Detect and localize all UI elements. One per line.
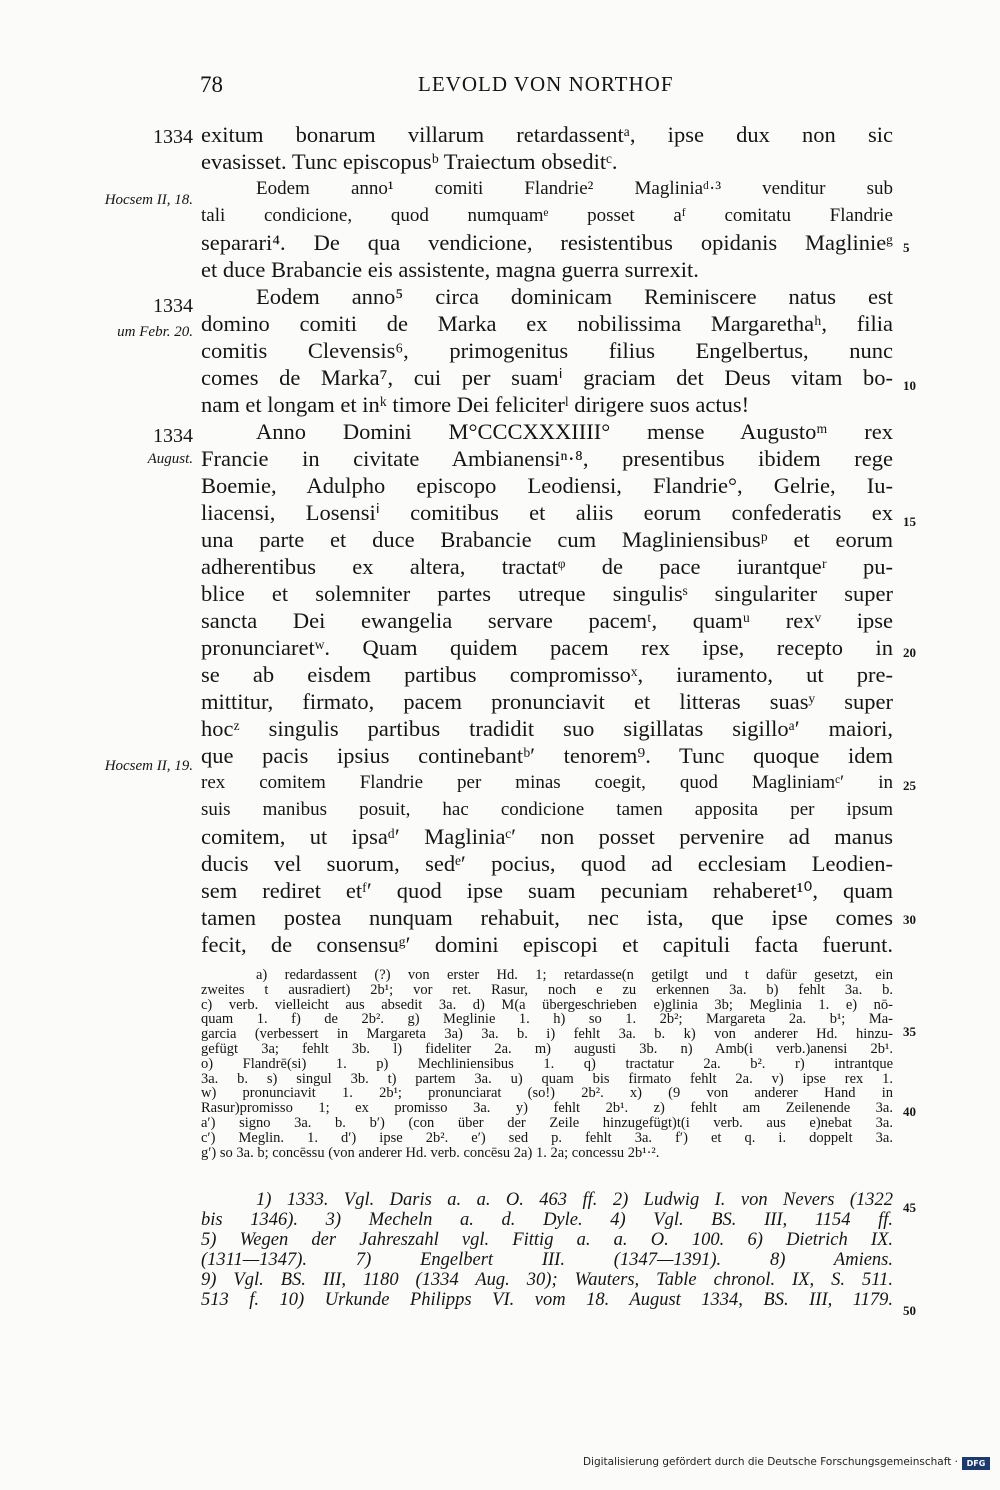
text-line: nam et longam et inᵏ timore Dei feliciterˡ dirigere suos actus! (201, 392, 750, 417)
text-line: et duce Brabancie eis assistente, magna guerra surrexit. (201, 257, 699, 282)
text-line: adherentibus ex altera, tractatᵠ de pace iurantqueʳ pu- (201, 554, 893, 579)
line-number: 25 (903, 778, 916, 793)
apparatus-line: Rasur)promisso 1; ex promisso 3a. y) fehlt 2b¹. z) fehlt am Zeilenende 3a. (201, 1100, 893, 1117)
footnote-line: 9) Vgl. BS. III, 1180 (1334 Aug. 30); Wauters, Table chronol. IX, S. 511. (201, 1270, 893, 1290)
margin-reference: um Febr. 20. (117, 324, 193, 340)
text-line: liacensi, Losensiⁱ comitibus et aliis eorum confederatis ex (201, 500, 893, 525)
margin-reference: Hocsem II, 19. (104, 758, 193, 774)
text-line: tali condicione, quod numquamᵉ posset aᶠ comitatu Flandrie (201, 205, 893, 226)
main-text (201, 121, 893, 958)
margin-reference: August. (147, 451, 193, 467)
apparatus-line: gefügt 3a; fehlt 3b. l) fideliter 2a. m) augusti 3b. n) Amb(i verb.)anensi 2b¹. (201, 1040, 893, 1057)
footnote-line: 1) 1333. Vgl. Daris a. a. O. 463 ff. 2) Ludwig I. von Nevers (1322 (256, 1190, 893, 1210)
apparatus-line: zweites t ausradiert) 2b¹; vor ret. Rasur, noch e zu erkennen 3a. b) fehlt 3a. b. (201, 981, 893, 998)
text-line: Anno Domini M°CCCXXXIIII° mense Augustoᵐ rex (256, 419, 893, 444)
text-line: Francie in civitate Ambianensiⁿ·⁸, presentibus ibidem rege (201, 446, 893, 471)
page-number: 78 (200, 72, 223, 97)
text-line: comes de Marka⁷, cui per suamⁱ graciam det Deus vitam bo- (201, 365, 893, 390)
line-number: 15 (903, 514, 916, 529)
text-line: una parte et duce Brabancie cum Magliniensibusᵖ et eorum (201, 527, 893, 552)
footnote-line: (1311—1347). 7) Engelbert III. (1347—1391). 8) Amiens. (201, 1250, 893, 1270)
apparatus-line: c) verb. vielleicht aus absedit 3a. d) M(a übergeschrieben e)glinia 3b; Meglinia 1. e) nō- (201, 996, 893, 1013)
text-line: sem rediret etᶠ′ quod ipse suam pecuniam rehaberet¹⁰, quam (201, 878, 893, 903)
line-number: 20 (903, 645, 916, 660)
text-line: ducis vel suorum, sedᵉ′ pocius, quod ad ecclesiam Leodien- (201, 851, 893, 876)
footnote-line: 513 f. 10) Urkunde Philipps VI. vom 18. August 1334, BS. III, 1179. (201, 1290, 893, 1310)
dfg-logo-icon: DFG (962, 1457, 990, 1470)
text-line: comitis Clevensis⁶, primogenitus filius Engelbertus, nunc (201, 338, 893, 363)
text-line: exitum bonarum villarum retardassentᵃ, ipse dux non sic (201, 122, 893, 147)
text-line: se ab eisdem partibus compromissoˣ, iuramento, ut pre- (201, 662, 893, 687)
margin-year: 1334 (153, 295, 193, 317)
apparatus-line: g′) so 3a. b; concēssu (von anderer Hd. verb. concēsu 2a) 1. 2a; concessu 2b¹·². (201, 1144, 660, 1161)
footnote-line: bis 1346). 3) Mecheln a. d. Dyle. 4) Vgl. BS. III, 1154 ff. (201, 1210, 893, 1230)
margin-year: 1334 (153, 126, 193, 148)
text-line: blice et solemniter partes utreque singulisˢ singulariter super (201, 581, 893, 606)
margin-year: 1334 (153, 425, 193, 447)
apparatus-line: quam 1. f) de 2b². g) Meglinie 1. h) so 1. 2b²; Margareta 2a. b¹; Ma- (201, 1011, 893, 1028)
text-line: comitem, ut ipsaᵈ′ Magliniaᶜ′ non posset pervenire ad manus (201, 824, 893, 849)
footnote-line: 5) Wegen der Jahreszahl vgl. Fittig a. a. O. 100. 6) Dietrich IX. (201, 1230, 893, 1250)
line-number: 40 (903, 1104, 916, 1119)
text-line: hocᶻ singulis partibus tradidit suo sigillatas sigilloᵃ′ maiori, (201, 716, 893, 741)
apparatus-line: a′) signo 3a. b. b′) (con über der Zeile hinzugefügt)t(i verb. aus e)nebat 3a. (201, 1114, 893, 1131)
line-number: 35 (903, 1024, 916, 1039)
apparatus-line: garcia (verbessert in Margareta 3a) 3a. b. i) fehlt 3a. b. k) von anderer Hd. hinzu- (201, 1026, 893, 1043)
digitization-credit: Digitalisierung gefördert durch die Deutsche Forschungsgemeinschaft · (582, 1456, 958, 1468)
text-line: tamen postea nunquam rehabuit, nec ista, que ipse comes (201, 905, 893, 930)
text-line: que pacis ipsius continebantᵇ′ tenorem⁹. Tunc quoque idem (201, 743, 893, 768)
apparatus-line: o) Flandrē(si) 1. p) Mechliniensibus 1. q) tractatur 2a. b². r) intrantque (201, 1055, 893, 1072)
text-line: suis manibus posuit, hac condicione tamen apposita per ipsum (201, 799, 893, 820)
line-number: 5 (903, 240, 910, 255)
text-line: separari⁴. De qua vendicione, resistentibus opidanis Maglinieᵍ (201, 230, 893, 255)
margin-reference: Hocsem II, 18. (104, 192, 193, 208)
text-line: Eodem anno¹ comiti Flandrie² Magliniaᵈ·³ venditur sub (256, 178, 893, 199)
text-line: Eodem anno⁵ circa dominicam Reminiscere natus est (256, 284, 893, 309)
running-header (0, 72, 1000, 102)
apparatus-line: w) pronunciavit 1. 2b¹; pronunciarat (so!) 2b². x) (9 von anderer Hand in (201, 1085, 893, 1102)
line-number: 50 (903, 1303, 916, 1318)
text-line: mittitur, firmato, pacem pronunciavit et litteras suasʸ super (201, 689, 893, 714)
footnotes (201, 1190, 893, 1310)
apparatus-line: c′) Meglin. 1. d′) ipse 2b². e′) sed p. fehlt 3a. f′) et q. i. doppelt 3a. (201, 1129, 893, 1146)
text-line: fecit, de consensuᵍ′ domini episcopi et capituli facta fuerunt. (201, 932, 893, 957)
text-line: domino comiti de Marka ex nobilissima Margarethaʰ, filia (201, 311, 893, 336)
text-line: pronunciaretʷ. Quam quidem pacem rex ipse, recepto in (201, 635, 893, 660)
text-line: Boemie, Adulpho episcopo Leodiensi, Flandrie°, Gelrie, Iu- (201, 473, 893, 498)
text-line: rex comitem Flandrie per minas coegit, quod Magliniamᶜ′ in (201, 772, 893, 793)
apparatus-line: a) redardassent (?) von erster Hd. 1; retardasse(n getilgt und t dafür gesetzt, ein (256, 967, 893, 983)
running-title: LEVOLD VON NORTHOF (418, 72, 674, 96)
text-line: evasisset. Tunc episcopusᵇ Traiectum obseditᶜ. (201, 149, 618, 174)
line-number: 10 (903, 378, 916, 393)
line-number: 30 (903, 912, 916, 927)
critical-apparatus (201, 968, 893, 1160)
line-number: 45 (903, 1200, 916, 1215)
text-line: sancta Dei ewangelia servare pacemᵗ, quamᵘ rexᵛ ipse (201, 608, 893, 633)
apparatus-line: 3a. b. s) singul 3b. t) partem 3a. u) quam bis firmato fehlt 2a. v) ipse rex 1. (201, 1070, 893, 1087)
